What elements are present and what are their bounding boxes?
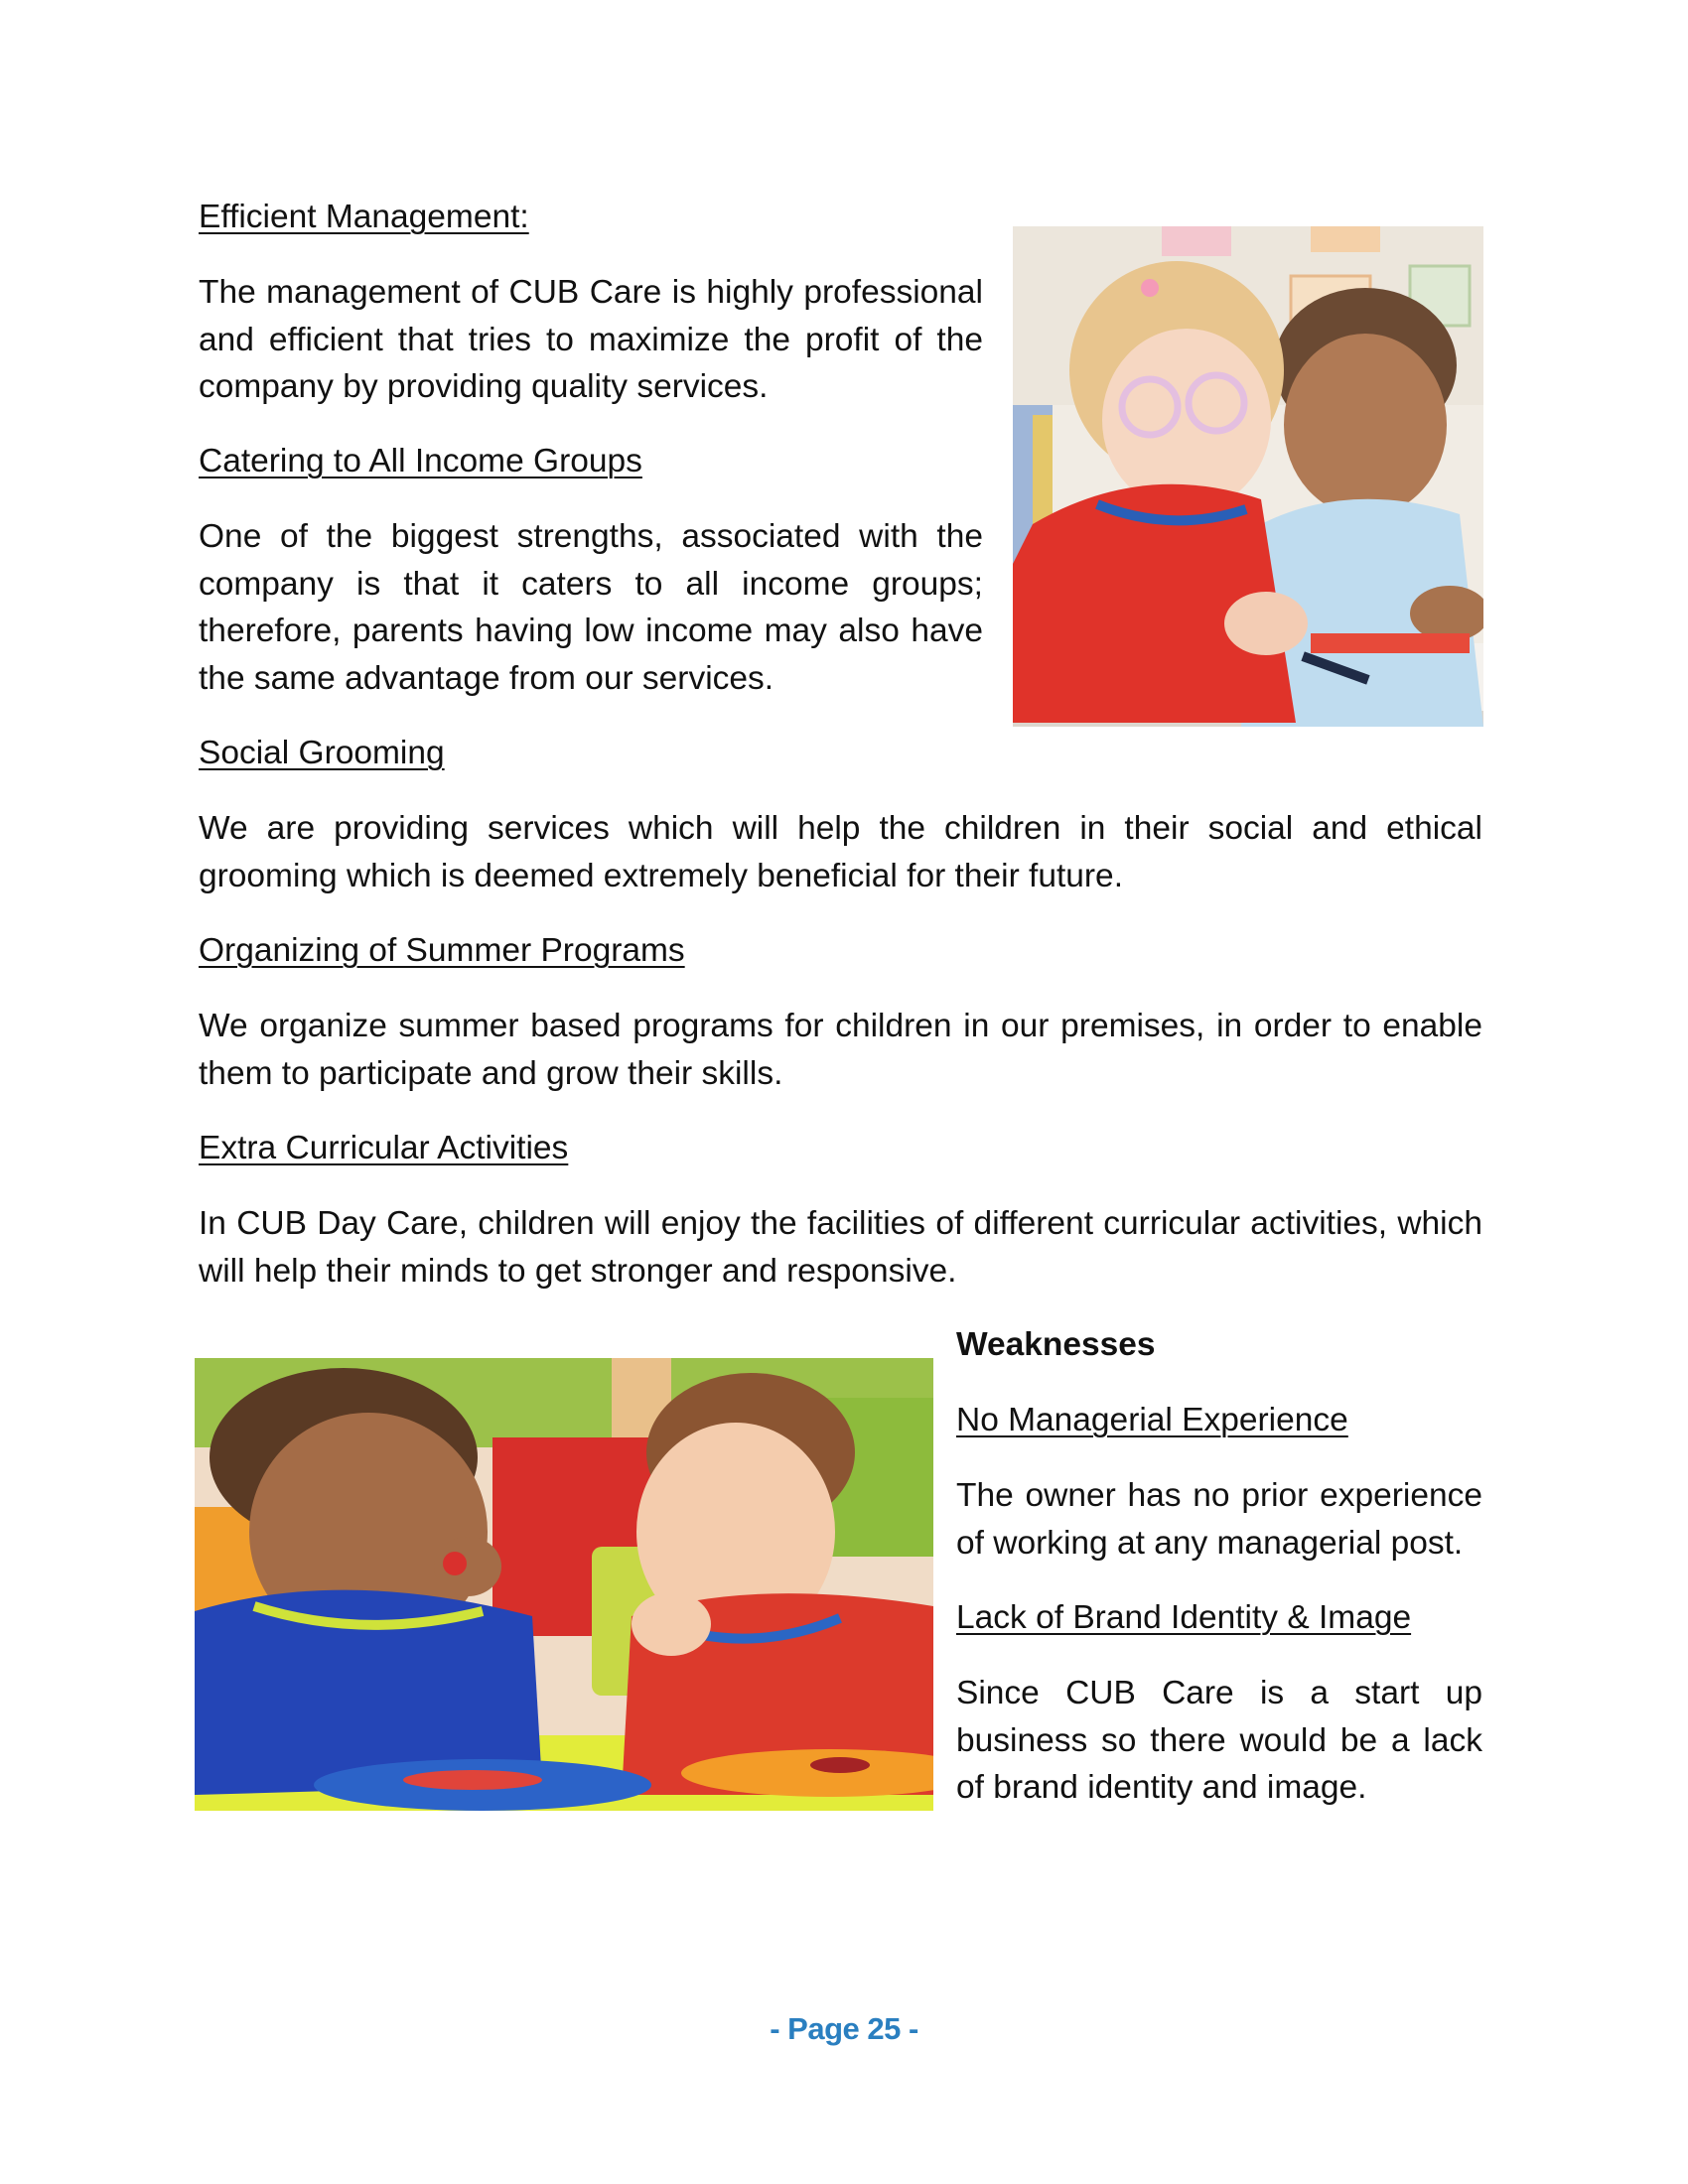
paragraph-social-grooming: We are providing services which will help the children in their social and ethical grooming which is deemed extremely beneficial for their future.	[199, 810, 1482, 894]
paragraph-efficient-management: The management of CUB Care is highly professional and efficient that tries to maximize the profit of the company by providing quality services.	[199, 274, 983, 405]
page-number: - Page 25 -	[770, 2011, 918, 2046]
section-heading-summer-programs: Organizing of Summer Programs	[199, 932, 685, 969]
weaknesses-title: Weaknesses	[956, 1326, 1156, 1363]
paragraph-income-groups: One of the biggest strengths, associated with the company is that it caters to all income groups; therefore, parents having low income may also have the same advantage from our services.	[199, 518, 983, 697]
section-heading-social-grooming: Social Grooming	[199, 735, 445, 771]
paragraph-brand-identity: Since CUB Care is a start up business so there would be a lack of brand identity and image.	[956, 1675, 1482, 1806]
paragraph-no-managerial-experience: The owner has no prior experience of working at any managerial post.	[956, 1477, 1482, 1562]
section-heading-extra-curricular: Extra Curricular Activities	[199, 1130, 569, 1166]
photo-children-eating	[195, 1358, 933, 1811]
section-heading-no-managerial-experience: No Managerial Experience	[956, 1402, 1348, 1438]
paragraph-summer-programs: We organize summer based programs for children in our premises, in order to enable them to participate and grow their skills.	[199, 1008, 1482, 1092]
section-heading-brand-identity: Lack of Brand Identity & Image	[956, 1599, 1412, 1636]
section-heading-income-groups: Catering to All Income Groups	[199, 443, 642, 479]
photo-children-drawing	[1013, 226, 1483, 727]
section-heading-efficient-management: Efficient Management:	[199, 199, 529, 235]
paragraph-extra-curricular: In CUB Day Care, children will enjoy the facilities of different curricular activities, which will help their minds to get stronger and responsive.	[199, 1205, 1482, 1290]
